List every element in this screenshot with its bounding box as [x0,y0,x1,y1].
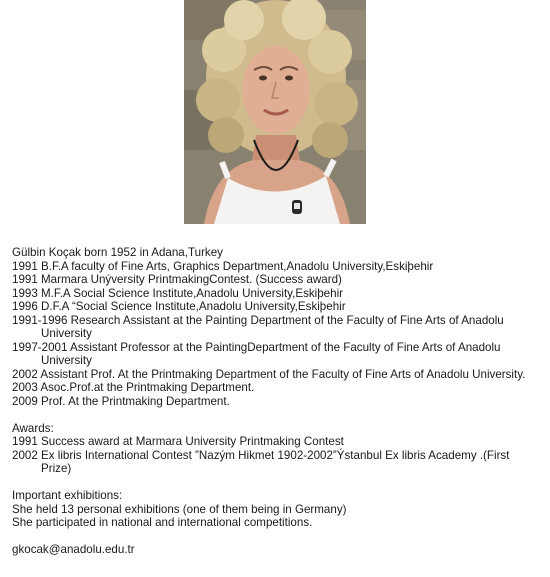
education-item: 1991 B.F.A faculty of Fine Arts, Graphics Department,Anadolu University,Eskiþehir [12,259,434,273]
email-address: gkocak@anadolu.edu.tr [12,543,135,556]
career-item: 2009 Prof. At the Printmaking Department. [12,394,230,408]
award-item: 1991 Success award at Marmara University Printmaking Contest [12,435,344,448]
exhibition-item: She participated in national and international competitions. [12,516,313,529]
career-item: 1991-1996 Research Assistant at the Painting Department of the Faculty of Fine Arts of Anadolu University [12,313,504,340]
spacer [12,408,542,422]
portrait-photo [184,0,366,224]
intro-line: Gülbin Koçak born 1952 in Adana,Turkey [12,246,223,259]
biography-text [12,246,542,557]
awards-heading: Awards: [12,421,54,435]
spacer [12,530,542,544]
exhibitions-heading: Important exhibitions: [12,489,123,502]
exhibition-item: She held 13 personal exhibitions (one of them being in Germany) [12,502,347,516]
career-item: 2002 Assistant Prof. At the Printmaking Department of the Faculty of Fine Arts of Anadolu University. [12,367,526,381]
education-item: 1993 M.F.A Social Science Institute,Anadolu University,Eskiþehir [12,286,344,300]
education-item: 1991 Marmara Unýversity PrintmakingContest. (Success award) [12,273,342,286]
career-item: 1997-2001 Assistant Professor at the PaintingDepartment of the Faculty of Fine Arts of Anadolu University [12,340,501,367]
spacer [12,476,542,490]
career-item: 2003 Asoc.Prof.at the Printmaking Department. [12,381,255,394]
award-item: 2002 Ex libris International Contest ”Nazým Hikmet 1902-2002”Ýstanbul Ex libris Academy .(First Prize) [12,448,510,475]
education-item: 1996 D.F.A “Social Science Institute,Anadolu University,Eskiþehir [12,300,346,313]
